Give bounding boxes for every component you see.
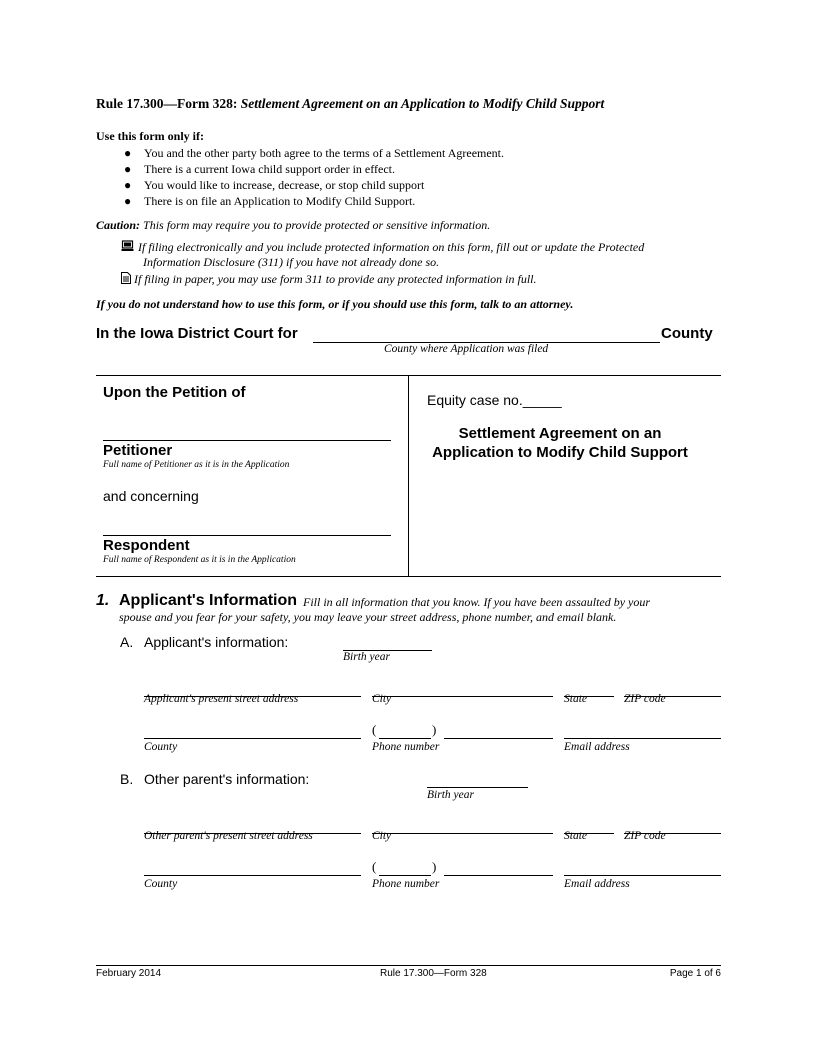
other-parent-state-label: State [564,830,587,842]
caution-label: Caution: [96,218,141,232]
other-parent-city-label: City [372,830,392,842]
other-parent-phone-field[interactable] [444,875,553,876]
other-parent-email-field[interactable] [564,875,721,876]
applicant-state-label: State [564,693,587,705]
attorney-note: If you do not understand how to use this form, or if you should use this form, talk to an attorney. [96,297,574,311]
other-parent-info-label: Other parent's information: [144,771,310,787]
electronic-filing-note: If filing electronically and you include protected information on this form, fill out or update the Protected Information Disclosure (311) if you have not already done so. [138,240,645,269]
respondent-name-field[interactable] [103,535,391,536]
list-item: ● You would like to increase, decrease, or stop child support [124,178,425,192]
footer-rule [96,965,721,966]
paper-filing-note: If filing in paper, you may use form 311 to provide any protected information in full. [134,272,537,286]
other-parent-birth-year-field[interactable] [427,787,528,788]
petitioner-caption: Full name of Petitioner as it is in the Application [103,460,290,470]
applicant-street-label: Applicant's present street address [144,693,299,705]
respondent-caption: Full name of Respondent as it is in the Application [103,555,296,565]
footer-date: February 2014 [96,968,162,979]
county-caption: County where Application was filed [384,343,549,355]
other-parent-phone-label: Phone number [372,878,440,890]
footer-form: Rule 17.300—Form 328 [380,968,487,979]
section-intro-line1: Fill in all information that you know. If you have been assaulted by your [303,595,651,609]
list-item: ● You and the other party both agree to the terms of a Settlement Agreement. [124,146,505,160]
case-no-field[interactable]: _____ [522,392,562,408]
other-parent-area-code-open: ( [372,859,377,874]
court-prefix: In the Iowa District Court for [96,325,298,342]
case-no-label: Equity case no. [427,392,523,408]
other-parent-area-code-close: ) [432,859,437,874]
applicant-county-label: County [144,741,178,753]
caution-text: This form may require you to provide protected or sensitive information. [143,218,491,232]
applicant-phone-field[interactable] [444,738,553,739]
applicant-area-code-field[interactable] [379,738,431,739]
applicant-city-label: City [372,693,392,705]
section-intro-line2: spouse and you fear for your safety, you may leave your street address, phone number, and email blank. [119,610,617,624]
applicant-county-field[interactable] [144,738,361,739]
petition-heading: Upon the Petition of [103,384,246,401]
list-item: ● There is on file an Application to Modify Child Support. [124,194,416,208]
caption-divider [408,375,409,576]
caption-form-title: Settlement Agreement on an Application to Modify Child Support [432,425,688,461]
petitioner-name-field[interactable] [103,440,391,441]
other-parent-zip-label: ZIP code [624,830,666,842]
petitioner-label: Petitioner [103,442,173,459]
other-parent-street-label: Other parent's present street address [144,830,313,842]
applicant-phone-label: Phone number [372,741,440,753]
section-heading: Applicant's Information [119,592,298,609]
applicant-birth-year-label: Birth year [343,651,390,663]
bullet-icon: ● [124,194,132,208]
applicant-area-code-open: ( [372,722,377,737]
bullet-icon: ● [124,178,132,192]
other-parent-city-field[interactable] [372,833,553,834]
other-parent-county-field[interactable] [144,875,361,876]
applicant-zip-label: ZIP code [624,693,666,705]
other-parent-email-label: Email address [564,878,630,890]
computer-icon [121,239,134,257]
applicant-info-label: Applicant's information: [144,634,289,650]
form-header [96,96,604,112]
section-number: 1. [96,592,110,609]
other-parent-area-code-field[interactable] [379,875,431,876]
court-suffix: County [661,325,713,342]
list-item: ● There is a current Iowa child support order in effect. [124,162,396,176]
bullet-icon: ● [124,162,132,176]
use-only-if-list [124,146,504,210]
other-parent-birth-year-label: Birth year [427,789,474,801]
applicant-email-label: Email address [564,741,630,753]
footer-page: Page 1 of 6 [669,968,721,979]
equity-case-number [427,392,562,408]
other-parent-county-label: County [144,878,178,890]
applicant-email-field[interactable] [564,738,721,739]
other-parent-letter: B. [120,771,134,787]
applicant-city-field[interactable] [372,696,553,697]
use-only-if-heading: Use this form only if: [96,129,204,143]
rule-number: Rule 17.300—Form 328: [96,96,238,111]
caution-line [96,218,490,233]
bullet-icon: ● [124,146,132,160]
caption-bottom-rule [96,576,721,577]
respondent-label: Respondent [103,537,190,554]
document-icon [121,271,131,289]
form-title: Settlement Agreement on an Application to Modify Child Support [240,96,605,111]
and-concerning: and concerning [103,488,199,504]
applicant-area-code-close: ) [432,722,437,737]
applicant-letter: A. [120,634,134,650]
